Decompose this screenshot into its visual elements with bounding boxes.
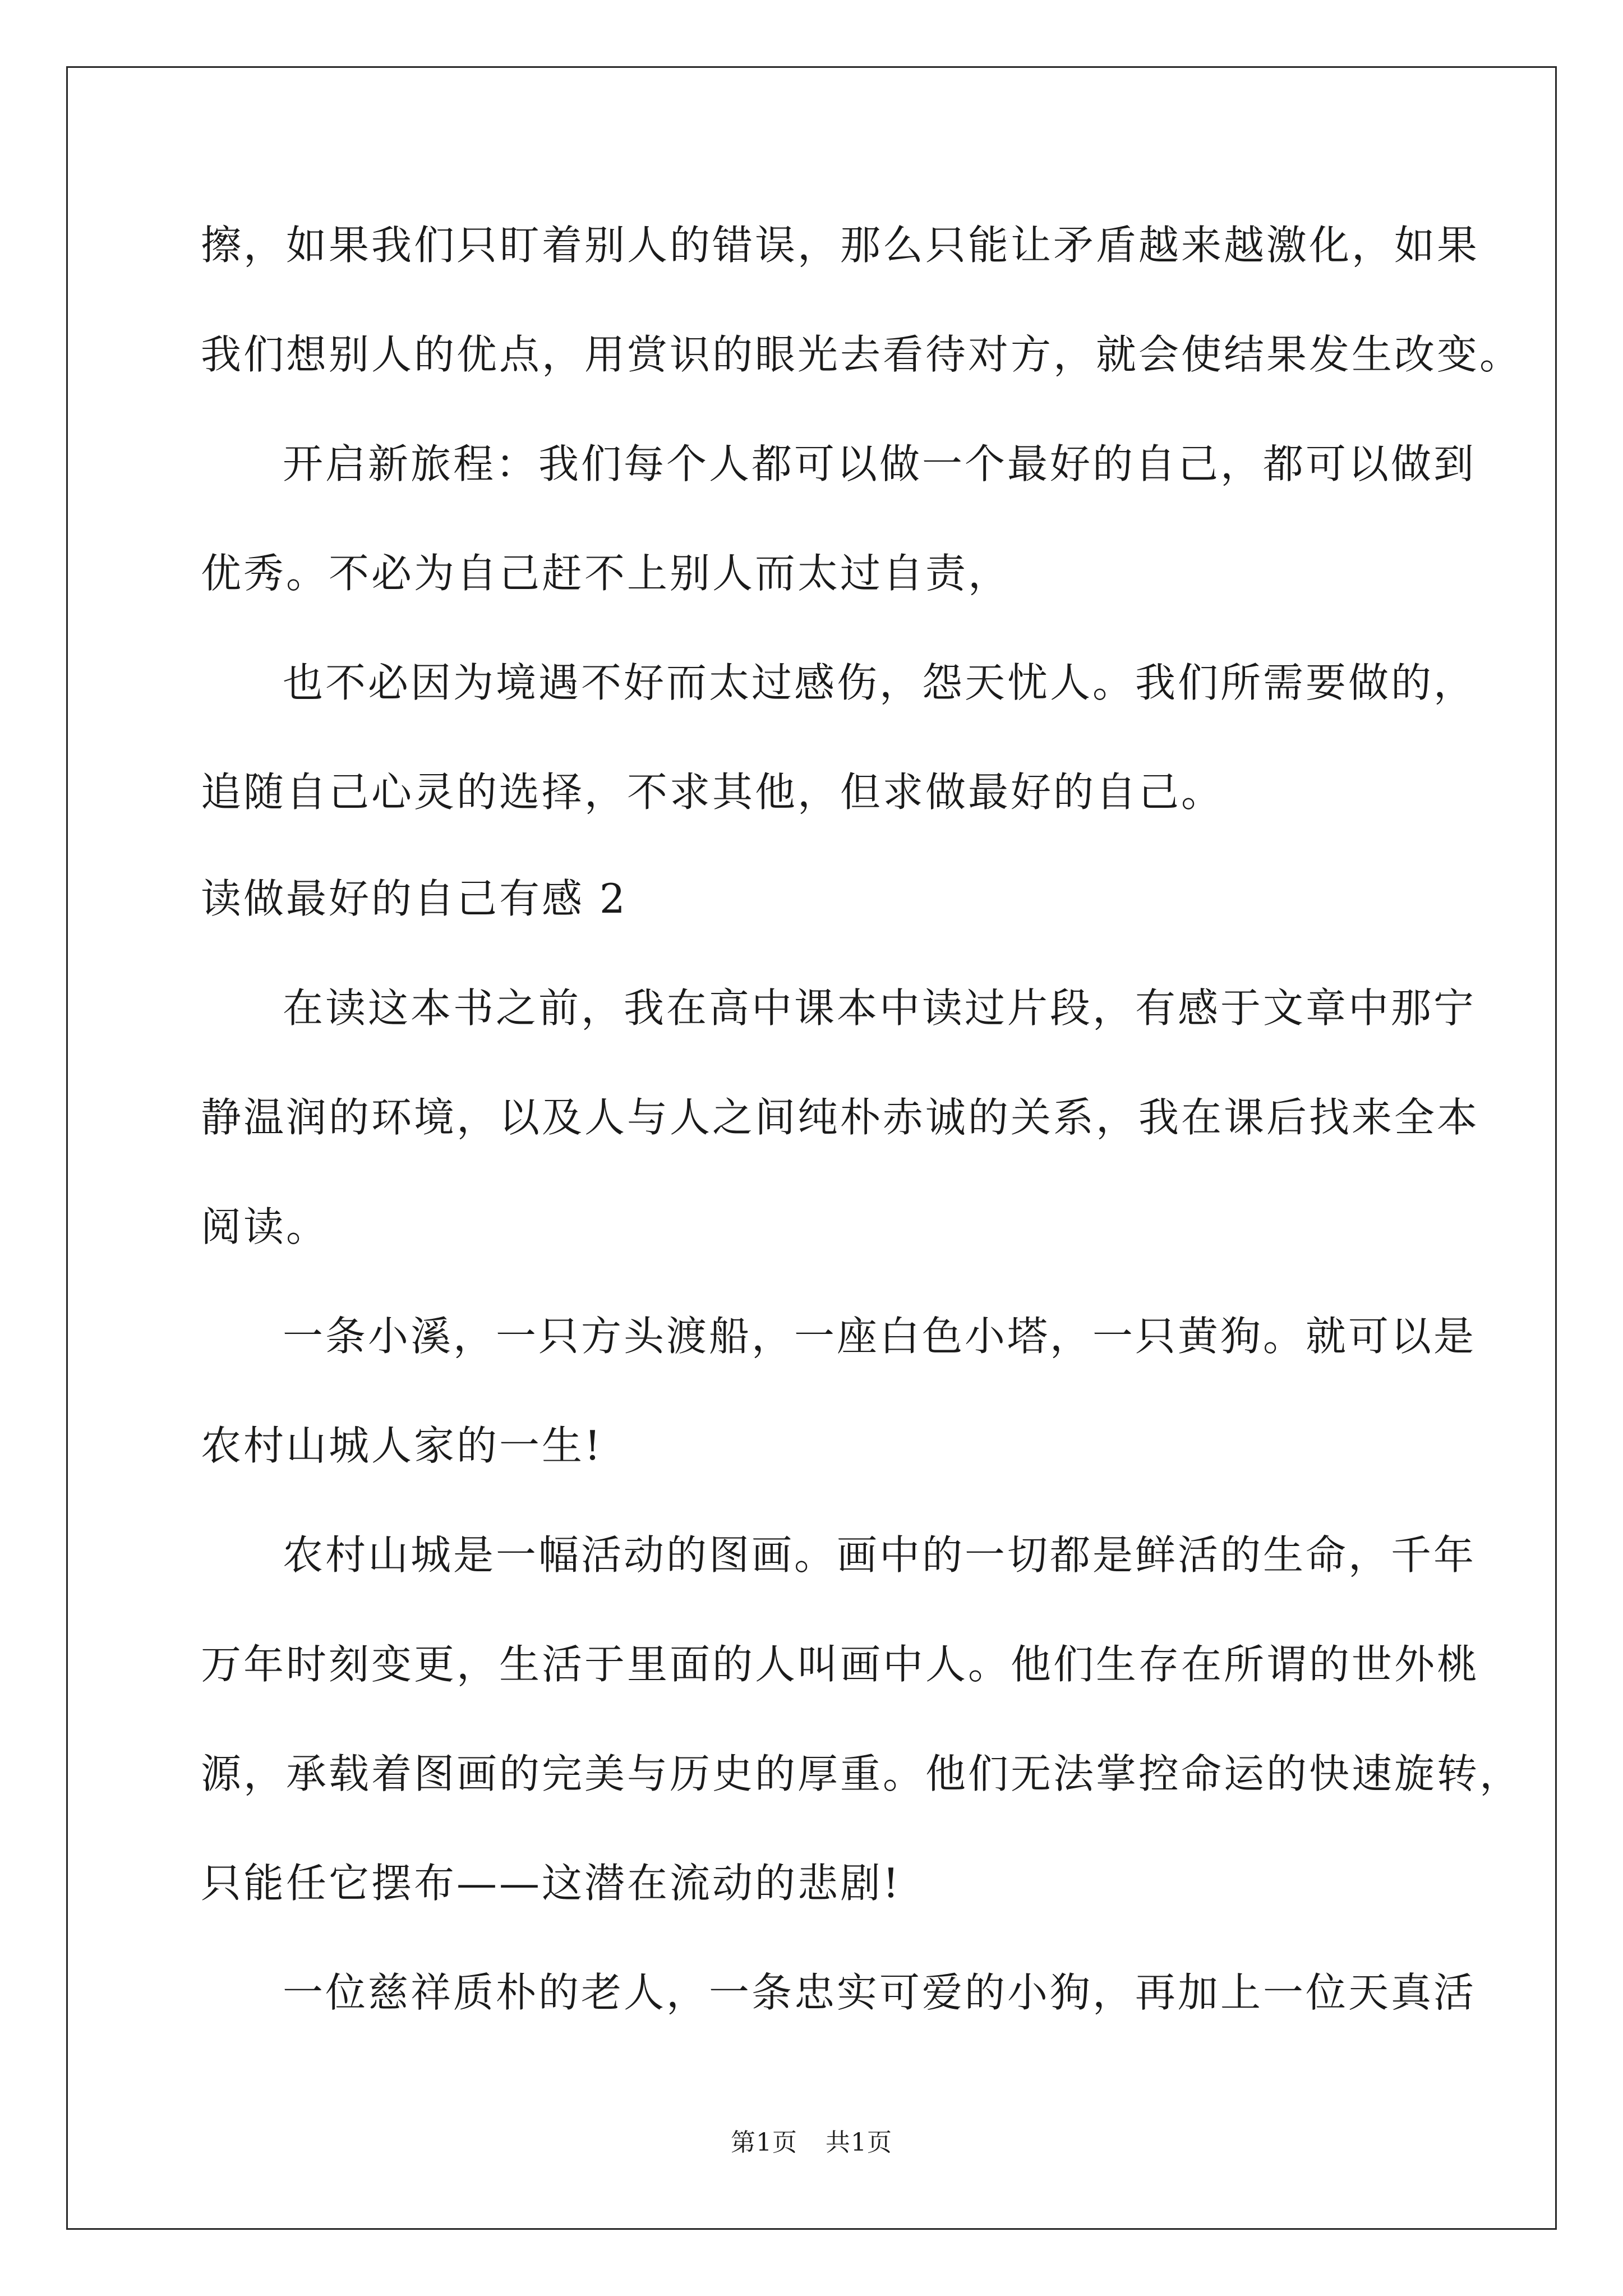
- text-line: 只能任它摆布——这潜在流动的悲剧!: [201, 1860, 901, 1907]
- section-heading: 读做最好的自己有感 2: [201, 875, 628, 922]
- paragraph-start: 一位慈祥质朴的老人，一条忠实可爱的小狗，再加上一位天真活: [283, 1969, 1477, 2016]
- paragraph-start: 农村山城是一幅活动的图画。画中的一切都是鲜活的生命，千年: [283, 1531, 1477, 1579]
- paragraph-start: 开启新旅程：我们每个人都可以做一个最好的自己，都可以做到: [283, 440, 1477, 487]
- paragraph-start: 在读这本书之前，我在高中课本中读过片段，有感于文章中那宁: [283, 984, 1477, 1032]
- text-line: 源，承载着图画的完美与历史的厚重。他们无法掌控命运的快速旋转，: [201, 1750, 1523, 1797]
- paragraph-start: 一条小溪，一只方头渡船，一座白色小塔，一只黄狗。就可以是: [283, 1313, 1477, 1360]
- text-line: 追随自己心灵的选择，不求其他，但求做最好的自己。: [201, 769, 1224, 816]
- text-line: 我们想别人的优点，用赏识的眼光去看待对方，就会使结果发生改变。: [201, 331, 1523, 378]
- text-line: 擦，如果我们只盯着别人的错误，那么只能让矛盾越来越激化，如果: [201, 222, 1480, 269]
- page-footer: [0, 2126, 1623, 2160]
- text-line: 静温润的环境，以及人与人之间纯朴赤诚的关系，我在课后找来全本: [201, 1094, 1480, 1141]
- paragraph-start: 也不必因为境遇不好而太过感伤，怨天忧人。我们所需要做的，: [283, 659, 1477, 706]
- text-line: 阅读。: [201, 1203, 329, 1250]
- page-count: 共1页: [826, 2128, 892, 2157]
- page-number: 第1页: [731, 2128, 797, 2157]
- text-line: 农村山城人家的一生!: [201, 1422, 603, 1469]
- text-line: 万年时刻变更，生活于里面的人叫画中人。他们生存在所谓的世外桃: [201, 1641, 1480, 1688]
- text-line: 优秀。不必为自己赶不上别人而太过自责，: [201, 550, 1011, 597]
